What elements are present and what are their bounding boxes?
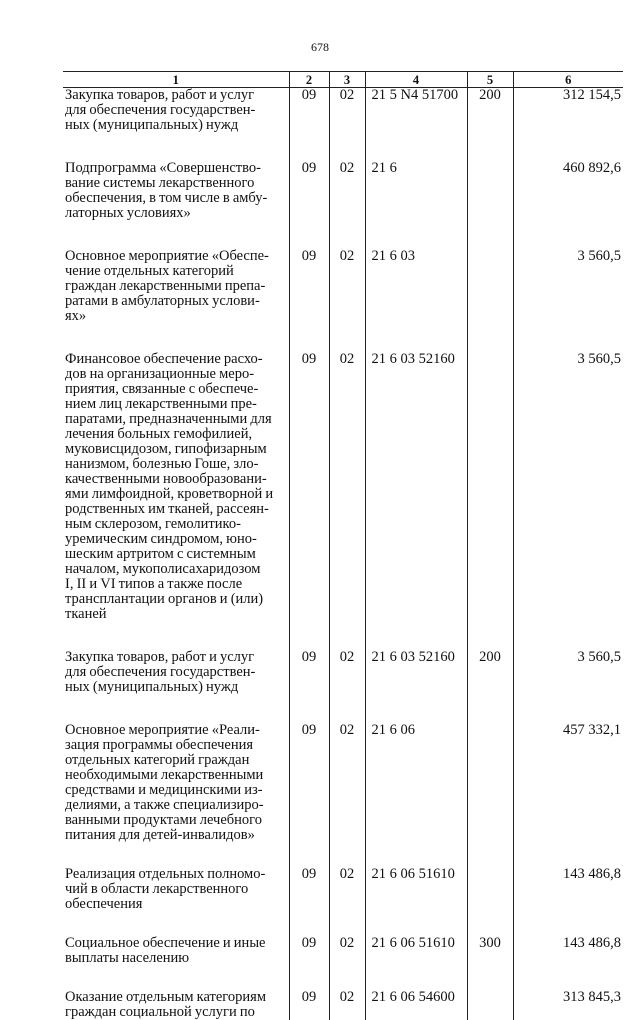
- row-name-line: Оказание отдельным категориям: [65, 990, 286, 1005]
- row-name: [63, 650, 289, 723]
- row-name-line: отдельных категорий граждан: [65, 753, 286, 768]
- row-name-line: вание системы лекарственного: [65, 176, 286, 191]
- row-subsection: 02: [329, 723, 365, 867]
- row-name-line: зация программы обеспечения: [65, 738, 286, 753]
- row-amount: 143 486,8: [513, 867, 623, 936]
- row-name: [63, 352, 289, 650]
- row-name-line: шеским артритом с системным: [65, 547, 286, 562]
- row-section: 09: [289, 650, 329, 723]
- row-name-line: для обеспечения государствен-: [65, 103, 286, 118]
- column-header-name: 1: [63, 72, 289, 88]
- row-subsection: 02: [329, 867, 365, 936]
- row-amount: 312 154,5: [513, 88, 623, 162]
- row-name-line: питания для детей-инвалидов»: [65, 828, 286, 843]
- row-target-article: 21 6 03 52160: [365, 650, 467, 723]
- row-amount: 3 560,5: [513, 352, 623, 650]
- row-name-line: делиями, а также специализиро-: [65, 798, 286, 813]
- column-header-subsection: 3: [329, 72, 365, 88]
- row-name: [63, 723, 289, 867]
- row-name-line: для обеспечения государствен-: [65, 665, 286, 680]
- row-amount: 3 560,5: [513, 249, 623, 352]
- row-subsection: 02: [329, 88, 365, 162]
- row-name-line: ями лимфоидной, кроветворной и: [65, 487, 286, 502]
- row-subsection: 02: [329, 990, 365, 1020]
- row-target-article: 21 6 03: [365, 249, 467, 352]
- row-name-line: качественными новообразовани-: [65, 472, 286, 487]
- row-name-line: ванными продуктами лечебного: [65, 813, 286, 828]
- row-amount: 3 560,5: [513, 650, 623, 723]
- row-name: [63, 867, 289, 936]
- row-target-article: 21 6 06 51610: [365, 867, 467, 936]
- row-name-line: приятия, связанные с обеспече-: [65, 382, 286, 397]
- table-row: [63, 161, 623, 249]
- row-name-line: ных (муниципальных) нужд: [65, 118, 286, 133]
- row-name-line: граждан лекарственными препа-: [65, 279, 286, 294]
- row-subsection: 02: [329, 650, 365, 723]
- row-name-line: выплаты населению: [65, 951, 286, 966]
- row-expense-type: [467, 867, 513, 936]
- table-row: [63, 249, 623, 352]
- row-amount: 313 845,3: [513, 990, 623, 1020]
- row-name-line: ных (муниципальных) нужд: [65, 680, 286, 695]
- row-name-line: дов на организационные меро-: [65, 367, 286, 382]
- row-name-line: ным склерозом, гемолитико-: [65, 517, 286, 532]
- row-subsection: 02: [329, 161, 365, 249]
- budget-table: [63, 71, 623, 1020]
- row-name-line: Закупка товаров, работ и услуг: [65, 88, 286, 103]
- row-target-article: 21 5 N4 51700: [365, 88, 467, 162]
- row-section: 09: [289, 352, 329, 650]
- row-target-article: 21 6 03 52160: [365, 352, 467, 650]
- row-section: 09: [289, 723, 329, 867]
- row-name-line: ях»: [65, 309, 286, 324]
- row-name: [63, 936, 289, 990]
- row-name-line: началом, мукополисахаридозом: [65, 562, 286, 577]
- row-expense-type: [467, 352, 513, 650]
- row-name-line: ратами в амбулаторных услови-: [65, 294, 286, 309]
- row-name-line: Реализация отдельных полномо-: [65, 867, 286, 882]
- row-target-article: 21 6: [365, 161, 467, 249]
- row-name-line: Закупка товаров, работ и услуг: [65, 650, 286, 665]
- row-amount: 460 892,6: [513, 161, 623, 249]
- row-name-line: нием лиц лекарственными пре-: [65, 397, 286, 412]
- table-header-row: [63, 72, 623, 88]
- table-row: [63, 867, 623, 936]
- row-target-article: 21 6 06 51610: [365, 936, 467, 990]
- row-name-line: граждан социальной услуги по: [65, 1005, 286, 1020]
- row-section: 09: [289, 990, 329, 1020]
- row-name-line: Подпрограмма «Совершенство-: [65, 161, 286, 176]
- row-name-line: нанизмом, болезнью Гоше, зло-: [65, 457, 286, 472]
- row-target-article: 21 6 06 54600: [365, 990, 467, 1020]
- row-name-line: Основное мероприятие «Обеспе-: [65, 249, 286, 264]
- row-name-line: уремическим синдромом, юно-: [65, 532, 286, 547]
- table-body: [63, 88, 623, 1020]
- row-name-line: чение отдельных категорий: [65, 264, 286, 279]
- row-name-line: Основное мероприятие «Реали-: [65, 723, 286, 738]
- row-section: 09: [289, 867, 329, 936]
- row-name-line: обеспечения, в том числе в амбу-: [65, 191, 286, 206]
- row-expense-type: [467, 990, 513, 1020]
- row-section: 09: [289, 88, 329, 162]
- row-name-line: I, II и VI типов а также после: [65, 577, 286, 592]
- table-row: [63, 88, 623, 162]
- row-amount: 457 332,1: [513, 723, 623, 867]
- row-name: [63, 88, 289, 162]
- row-section: 09: [289, 936, 329, 990]
- row-expense-type: [467, 161, 513, 249]
- row-expense-type: 200: [467, 88, 513, 162]
- row-name-line: тканей: [65, 607, 286, 622]
- row-section: 09: [289, 161, 329, 249]
- row-name: [63, 990, 289, 1020]
- table-row: [63, 723, 623, 867]
- row-section: 09: [289, 249, 329, 352]
- column-header-target-article: 4: [365, 72, 467, 88]
- row-name-line: лечения больных гемофилией,: [65, 427, 286, 442]
- row-expense-type: [467, 249, 513, 352]
- row-name-line: латорных условиях»: [65, 206, 286, 221]
- row-expense-type: 200: [467, 650, 513, 723]
- row-name: [63, 161, 289, 249]
- row-subsection: 02: [329, 352, 365, 650]
- row-subsection: 02: [329, 249, 365, 352]
- row-name-line: трансплантации органов и (или): [65, 592, 286, 607]
- row-expense-type: [467, 723, 513, 867]
- row-name-line: Финансовое обеспечение расхо-: [65, 352, 286, 367]
- row-name-line: обеспечения: [65, 897, 286, 912]
- row-name-line: средствами и медицинскими из-: [65, 783, 286, 798]
- column-header-amount: 6: [513, 72, 623, 88]
- row-name-line: паратами, предназначенными для: [65, 412, 286, 427]
- row-name-line: Социальное обеспечение и иные: [65, 936, 286, 951]
- row-expense-type: 300: [467, 936, 513, 990]
- row-name-line: родственных им тканей, рассеян-: [65, 502, 286, 517]
- row-target-article: 21 6 06: [365, 723, 467, 867]
- row-name-line: муковисцидозом, гипофизарным: [65, 442, 286, 457]
- table-row: [63, 650, 623, 723]
- column-header-section: 2: [289, 72, 329, 88]
- row-amount: 143 486,8: [513, 936, 623, 990]
- row-name: [63, 249, 289, 352]
- table-row: [63, 936, 623, 990]
- column-header-expense-type: 5: [467, 72, 513, 88]
- page-number: 678: [0, 40, 640, 55]
- row-name-line: необходимыми лекарственными: [65, 768, 286, 783]
- table-row: [63, 352, 623, 650]
- row-name-line: чий в области лекарственного: [65, 882, 286, 897]
- row-subsection: 02: [329, 936, 365, 990]
- table-row: [63, 990, 623, 1020]
